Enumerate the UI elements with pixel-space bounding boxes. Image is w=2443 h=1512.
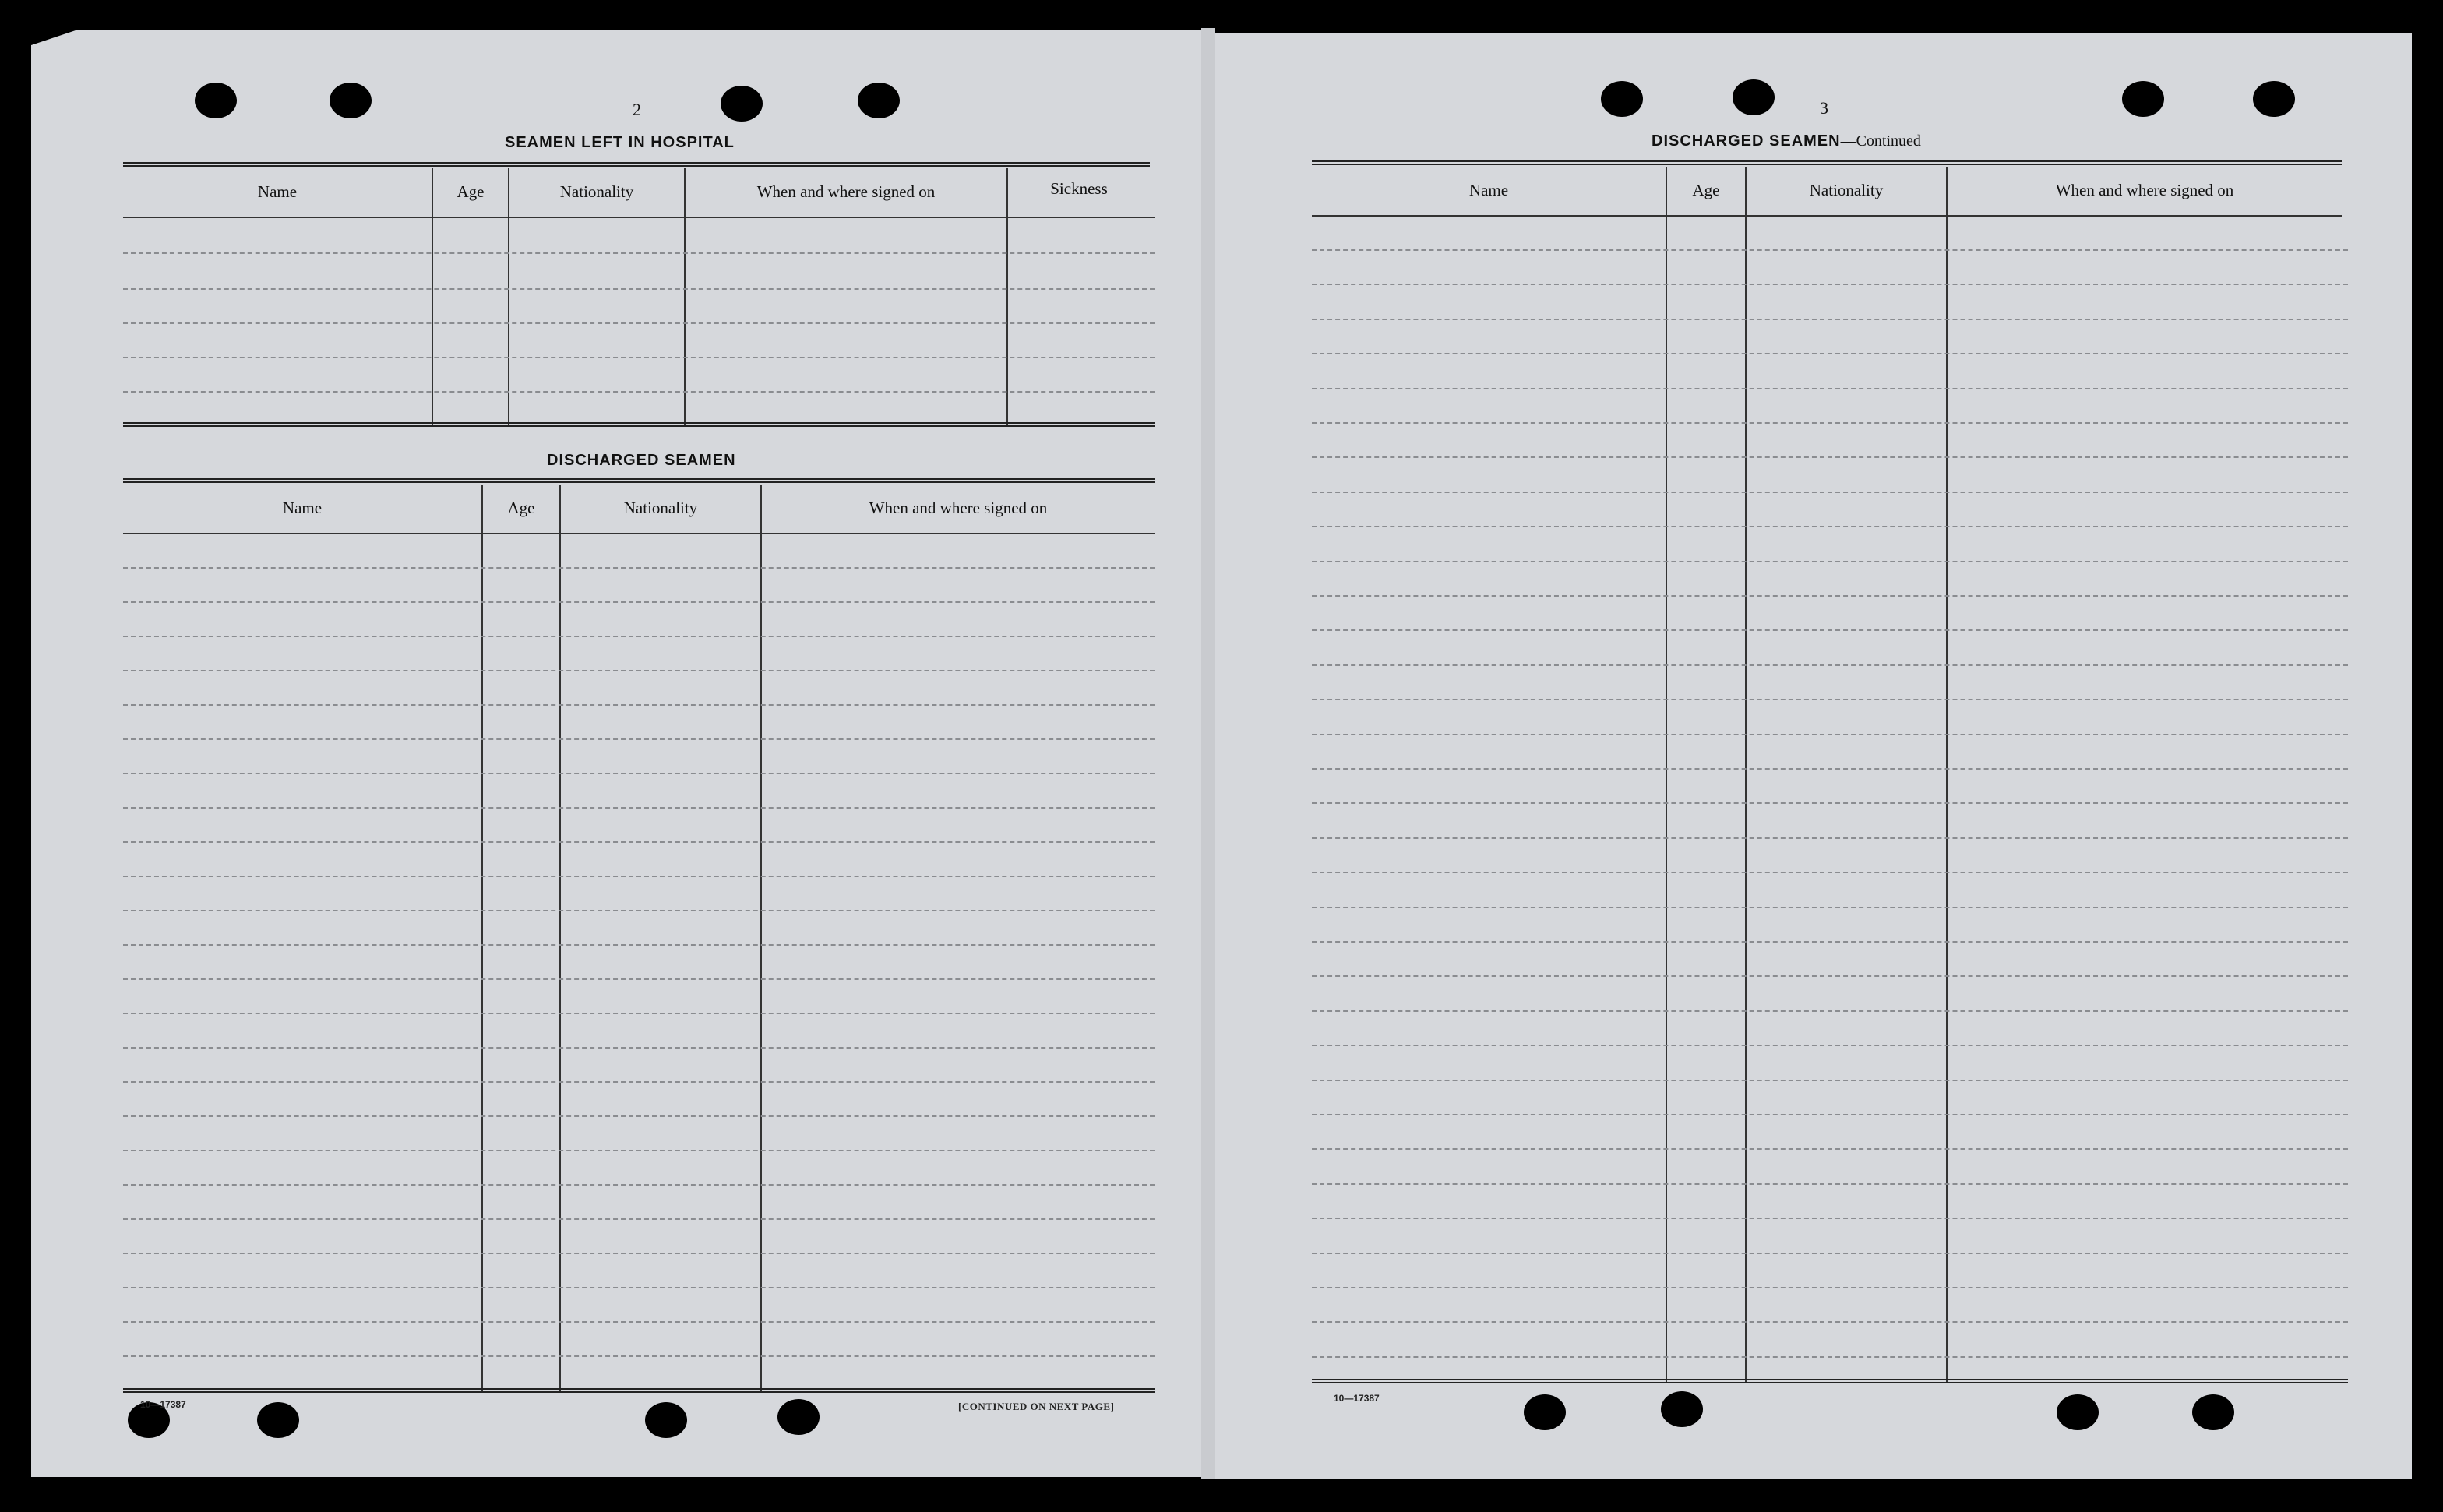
entry-line <box>123 567 1155 569</box>
entry-line <box>1312 941 2348 943</box>
section-title-text: DISCHARGED SEAMEN <box>1652 132 1841 150</box>
entry-line <box>123 1184 1155 1186</box>
entry-line <box>1312 388 2348 389</box>
entry-line <box>1312 526 2348 527</box>
column-header-age: Age <box>457 182 485 201</box>
entry-line <box>1312 837 2348 839</box>
entry-line <box>123 322 1155 324</box>
entry-line <box>1312 629 2348 631</box>
entry-line <box>123 1081 1155 1083</box>
entry-line <box>123 601 1155 603</box>
column-header-signed-on: When and where signed on <box>756 182 936 201</box>
header-rule <box>123 533 1155 534</box>
double-rule <box>123 1388 1155 1393</box>
column-header-name: Name <box>282 499 323 517</box>
column-header-nationality: Nationality <box>623 499 698 517</box>
punch-hole <box>721 86 763 122</box>
entry-line <box>1312 1183 2348 1185</box>
column-header-sickness: Sickness <box>1050 179 1108 198</box>
entry-line <box>123 1013 1155 1014</box>
entry-line <box>1312 1010 2348 1012</box>
continued-note: [CONTINUED ON NEXT PAGE] <box>958 1401 1115 1412</box>
entry-line <box>1312 872 2348 873</box>
column-header-signed-on: When and where signed on <box>2055 181 2234 199</box>
punch-hole <box>2253 81 2295 117</box>
punch-hole <box>195 83 237 118</box>
entry-line <box>1312 1218 2348 1219</box>
entry-line <box>1312 319 2348 320</box>
section-title-hospital: SEAMEN LEFT IN HOSPITAL <box>505 134 735 151</box>
column-divider <box>1006 168 1008 425</box>
punch-hole <box>2122 81 2164 117</box>
entry-line <box>1312 1253 2348 1254</box>
entry-line <box>123 807 1155 809</box>
entry-line <box>123 252 1155 254</box>
entry-line <box>1312 456 2348 458</box>
column-header-name: Name <box>1468 181 1509 199</box>
entry-line <box>1312 1321 2348 1323</box>
entry-line <box>123 1115 1155 1117</box>
column-header-signed-on: When and where signed on <box>869 499 1048 517</box>
entry-line <box>123 704 1155 706</box>
column-header-age: Age <box>507 499 535 517</box>
column-divider <box>508 168 509 425</box>
double-rule <box>123 162 1150 167</box>
entry-line <box>1312 595 2348 597</box>
header-rule <box>1312 215 2342 217</box>
column-header-age: Age <box>1692 181 1720 199</box>
column-divider <box>760 485 762 1391</box>
entry-line <box>1312 699 2348 700</box>
entry-line <box>123 773 1155 774</box>
entry-line <box>1312 1080 2348 1081</box>
entry-line <box>123 738 1155 740</box>
entry-line <box>1312 1287 2348 1288</box>
page-number: 3 <box>1820 98 1828 118</box>
column-header-nationality: Nationality <box>559 182 634 201</box>
entry-line <box>1312 768 2348 770</box>
column-header-nationality: Nationality <box>1809 181 1884 199</box>
entry-line <box>123 1218 1155 1220</box>
entry-line <box>123 357 1155 358</box>
entry-line <box>123 1047 1155 1049</box>
page-number: 2 <box>633 100 641 119</box>
entry-line <box>1312 1045 2348 1046</box>
page-spine <box>1201 28 1215 1479</box>
punch-hole <box>645 1402 687 1438</box>
punch-hole <box>858 83 900 118</box>
entry-line <box>1312 353 2348 354</box>
column-divider <box>481 485 483 1391</box>
punch-hole <box>777 1399 820 1435</box>
entry-line <box>123 910 1155 911</box>
entry-line <box>1312 1114 2348 1115</box>
left-page <box>31 30 1206 1477</box>
entry-line <box>1312 249 2348 251</box>
column-divider <box>1666 167 1667 1382</box>
section-title-suffix: —Continued <box>1840 132 1921 150</box>
form-number: 10—17387 <box>1334 1393 1380 1404</box>
double-rule <box>123 422 1155 427</box>
punch-hole <box>1524 1394 1566 1430</box>
punch-hole <box>1733 79 1775 115</box>
entry-line <box>1312 422 2348 424</box>
entry-line <box>123 1355 1155 1357</box>
entry-line <box>123 1253 1155 1254</box>
punch-hole <box>1661 1391 1703 1427</box>
section-title-discharged: DISCHARGED SEAMEN <box>547 452 736 469</box>
entry-line <box>123 636 1155 637</box>
entry-line <box>123 391 1155 393</box>
punch-hole <box>257 1402 299 1438</box>
entry-line <box>123 1321 1155 1323</box>
entry-line <box>1312 802 2348 804</box>
column-divider <box>432 168 433 425</box>
entry-line <box>1312 561 2348 562</box>
punch-hole <box>330 83 372 118</box>
punch-hole <box>2192 1394 2234 1430</box>
entry-line <box>1312 492 2348 493</box>
entry-line <box>123 1287 1155 1288</box>
entry-line <box>123 1150 1155 1151</box>
header-rule <box>123 217 1155 218</box>
section-title-discharged-continued <box>1652 132 1921 150</box>
entry-line <box>1312 664 2348 666</box>
entry-line <box>1312 284 2348 285</box>
column-divider <box>1745 167 1747 1382</box>
form-number: 10—17387 <box>140 1399 186 1410</box>
column-divider <box>1946 167 1948 1382</box>
entry-line <box>123 670 1155 671</box>
double-rule <box>1312 1379 2348 1383</box>
entry-line <box>1312 1148 2348 1150</box>
double-rule <box>123 478 1155 483</box>
entry-line <box>1312 734 2348 735</box>
punch-hole <box>1601 81 1643 117</box>
double-rule <box>1312 160 2342 165</box>
column-divider <box>559 485 561 1391</box>
entry-line <box>1312 975 2348 977</box>
entry-line <box>1312 907 2348 908</box>
column-divider <box>684 168 686 425</box>
entry-line <box>123 288 1155 290</box>
entry-line <box>123 944 1155 946</box>
entry-line <box>123 841 1155 843</box>
punch-hole <box>2057 1394 2099 1430</box>
entry-line <box>1312 1356 2348 1358</box>
entry-line <box>123 876 1155 877</box>
entry-line <box>123 978 1155 980</box>
column-header-name: Name <box>257 182 298 201</box>
